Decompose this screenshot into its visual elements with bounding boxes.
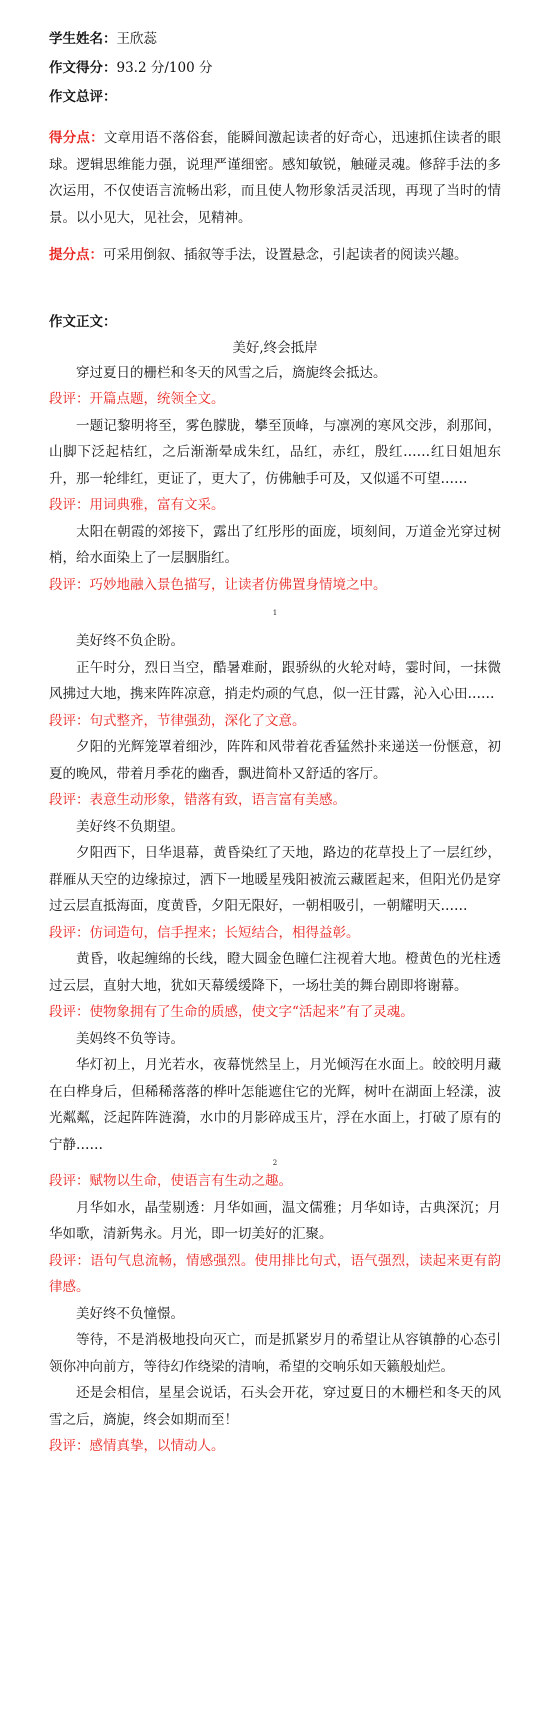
comment-label: 段评： <box>49 712 90 729</box>
essay-section-label: 作文正文： <box>49 313 117 330</box>
essay-paragraph: 正午时分，烈日当空，酷暑难耐，跟骄纵的火轮对峙，霎时间，一抹微风拂过大地，携来阵阵凉意，捎走灼顽的气息，似一汪甘露，沁入心田…… <box>49 659 501 702</box>
score-points-text: 文章用语不落俗套，能瞬间激起读者的好奇心，迅速抓住读者的眼球。逻辑思维能力强，说理严谨细密。感知敏锐，触碰灵魂。修辞手法的多次运用，不仅使语言流畅出彩，而且使人物形象活灵活现，再现了当时的情景。以小见大，见社会，见精神。 <box>49 130 501 226</box>
comment-label: 段评： <box>49 1438 90 1454</box>
document-page <box>49 28 501 1460</box>
paragraph-comment <box>49 386 501 413</box>
improve-points-label: 提分点： <box>49 247 103 263</box>
comment-label: 段评： <box>49 1252 91 1269</box>
score-label: 作文得分： <box>49 60 117 76</box>
comment-text: 语句气息流畅，情感强烈。使用排比句式，语气强烈，读起来更有韵律感。 <box>49 1252 501 1295</box>
essay-paragraph: 黄昏，收起缠绵的长线，瞪大圆金色瞳仁注视着大地。橙黄色的光柱透过云层，直射大地，犹如天幕缓缓降下，一场壮美的舞台剧即将谢幕。 <box>49 951 501 994</box>
comment-label: 段评： <box>49 924 90 941</box>
essay-paragraph: 美好终不负憧憬。 <box>76 1305 184 1322</box>
essay-paragraph: 夕阳西下，日华退幕，黄昏染红了天地，路边的花草投上了一层红纱，群雁从天空的边缘掠过，洒下一地暖星残阳被流云藏匿起来，但阳光仍是穿过云层直抵海面，度黄昏，夕阳无限好，一朝相吸引，一朝耀明天…… <box>49 845 501 914</box>
essay-paragraph: 华灯初上，月光若水，夜幕恍然呈上，月光倾泻在水面上。皎皎明月藏在白桦身后，但稀稀落落的桦叶怎能遮住它的光辉，树叶在湖面上轻漾，波光粼粼，泛起阵阵涟漪，水巾的月影碎成玉片，浮在水面上，打破了原有的宁静…… <box>49 1057 501 1153</box>
score-points <box>49 125 501 231</box>
comment-text: 仿词造句，信手捏来；长短结合，相得益彰。 <box>89 924 360 941</box>
essay-paragraph: 月华如水，晶莹剔透：月华如画，温文儒雅；月华如诗，古典深沉；月华如歌，清新隽永。月光，即一切美好的汇聚。 <box>49 1199 501 1242</box>
essay-title: 美好,终会抵岸 <box>232 339 318 356</box>
essay-paragraph: 美妈终不负等诗。 <box>76 1030 184 1047</box>
comment-label: 段评： <box>49 391 90 407</box>
comment-label: 段评： <box>49 497 90 513</box>
page-number: 1 <box>272 609 278 617</box>
score-points-label: 得分点： <box>49 130 104 146</box>
essay-paragraph: 等待，不是消极地投向灭亡，而是抓紧岁月的希望让从容镇静的心态引领你冲向前方，等待幻作绕梁的清响，希望的交响乐如天籁般灿烂。 <box>49 1332 501 1375</box>
comment-label: 段评： <box>49 1004 90 1020</box>
paragraph-comment <box>49 708 501 735</box>
score-line <box>49 57 501 80</box>
comment-text: 感情真挚，以情动人。 <box>89 1438 225 1454</box>
improve-points-text: 可采用倒叙、插叙等手法，设置悬念，引起读者的阅读兴趣。 <box>103 247 468 263</box>
comment-text: 表意生动形象，错落有致，语言富有美感。 <box>89 792 346 808</box>
comment-text: 句式整齐，节律强劲，深化了文意。 <box>89 712 306 729</box>
comment-text: 开篇点题，统领全文。 <box>89 391 225 407</box>
essay-paragraph: 一题记黎明将至，雾色朦胧，攀至顶峰，与凛冽的寒风交涉，刹那间，山脚下泛起桔红，之后渐渐晕成朱红，品红，赤红，殷红……红日姐旭东升，那一轮绯红，更证了，更大了，仿佛触手可及，又似遥不可望…… <box>49 417 501 487</box>
comment-text: 赋物以生命，使语言有生动之趣。 <box>89 1173 292 1189</box>
paragraph-comment <box>49 1248 501 1301</box>
comment-text: 使物象拥有了生命的质感，使文字“活起来”有了灵魂。 <box>89 1004 414 1020</box>
student-name-line <box>49 28 501 51</box>
paragraph-comment <box>49 1168 501 1195</box>
comment-label: 段评： <box>49 792 90 808</box>
paragraph-comment <box>49 999 501 1026</box>
essay-paragraph: 穿过夏日的栅栏和冬天的风雪之后，旖旎终会抵达。 <box>76 364 387 381</box>
score-value: 93.2 分/100 分 <box>116 60 213 76</box>
paragraph-comment <box>49 492 501 519</box>
paragraph-comment <box>49 572 501 599</box>
student-name-label: 学生姓名： <box>49 31 117 47</box>
paragraph-comment <box>49 787 501 814</box>
comment-label: 段评： <box>49 576 90 593</box>
student-name-value: 王欣蕊 <box>116 31 157 47</box>
essay-paragraph: 美好终不负期望。 <box>76 818 184 835</box>
comment-text: 用词典雅，富有文采。 <box>89 497 225 513</box>
paragraph-comment <box>49 920 501 947</box>
comment-label: 段评： <box>49 1173 90 1189</box>
comment-text: 巧妙地融入景色描写，让读者仿佛置身情境之中。 <box>89 576 387 593</box>
comment-title: 作文总评： <box>49 89 117 105</box>
improve-points <box>49 242 501 269</box>
essay-paragraph: 美好终不负企盼。 <box>76 633 184 649</box>
essay-paragraph: 还是会相信，星星会说话，石头会开花，穿过夏日的木栅栏和冬天的风雪之后，旖旎，终会如期而至！ <box>49 1385 501 1428</box>
essay-paragraph: 夕阳的光辉笼罩着细沙，阵阵和风带着花香猛然扑来递送一份惬意，初夏的晚风，带着月季花的幽香，飘进简朴又舒适的客厅。 <box>49 739 501 782</box>
page-number: 2 <box>272 1159 278 1167</box>
paragraph-comment <box>49 1433 501 1460</box>
essay-paragraph: 太阳在朝霞的郊接下，露出了红彤彤的面庞，顷刻间，万道金光穿过树梢，给水面染上了一层胭脂红。 <box>49 523 501 566</box>
